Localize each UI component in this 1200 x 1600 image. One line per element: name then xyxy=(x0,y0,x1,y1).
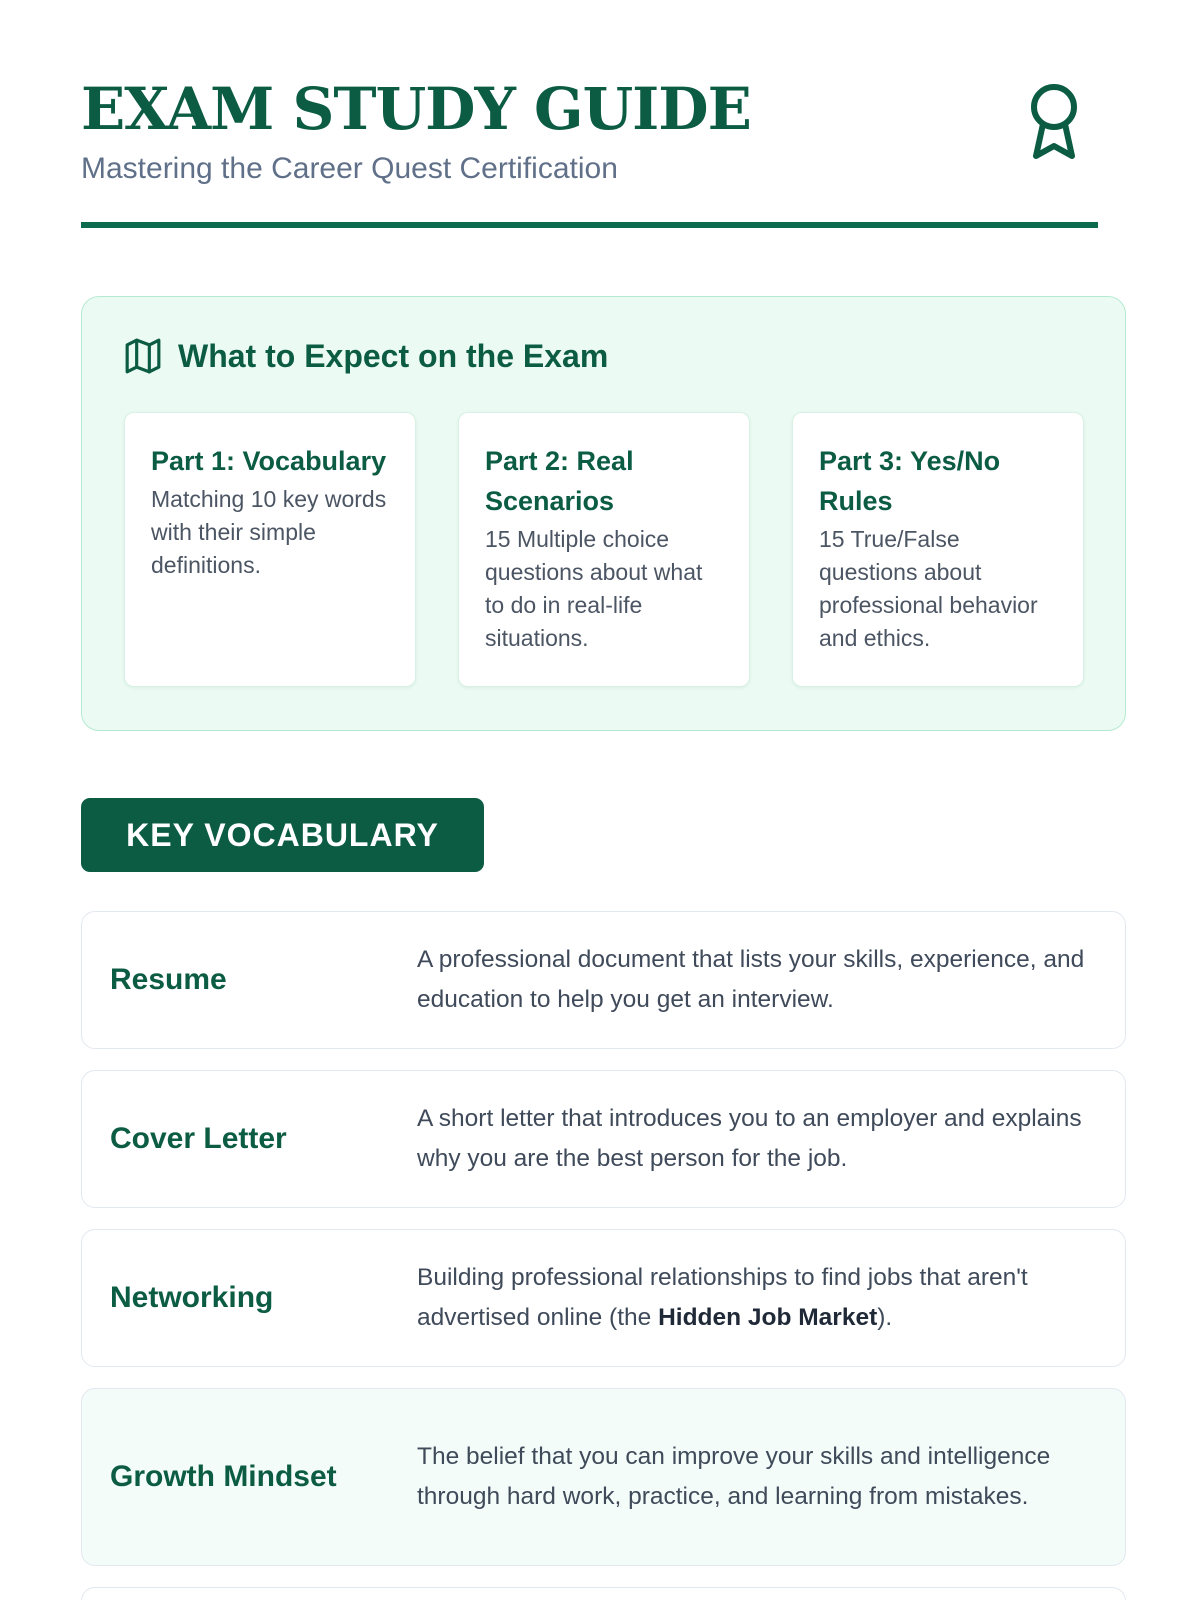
vocabulary-definition: A professional document that lists your skills, experience, and education to help you get an interview. xyxy=(417,946,1085,1013)
exam-part-title: Part 3: Yes/No Rules xyxy=(819,446,1001,516)
exam-part-card xyxy=(458,412,750,687)
vocabulary-heading: KEY VOCABULARY xyxy=(81,798,484,872)
vocabulary-term: Cover Letter xyxy=(110,1122,287,1155)
vocabulary-item-partial xyxy=(81,1587,1126,1600)
definition-text: ). xyxy=(877,1304,893,1331)
exam-part-card xyxy=(124,412,416,687)
exam-overview-header xyxy=(124,337,608,375)
exam-part-description: 15 Multiple choice questions about what to do in real-life situations. xyxy=(485,526,703,651)
award-icon xyxy=(1026,82,1082,162)
vocabulary-definition xyxy=(417,1258,1097,1338)
vocabulary-item xyxy=(81,1070,1126,1208)
map-icon xyxy=(124,337,162,375)
definition-emphasis: Hidden Job Market xyxy=(658,1304,878,1331)
exam-overview-title: What to Expect on the Exam xyxy=(178,337,609,374)
exam-part-card xyxy=(792,412,1084,687)
exam-part-description: 15 True/False questions about professional behavior and ethics. xyxy=(819,526,1038,651)
page-subtitle: Mastering the Career Quest Certification xyxy=(81,152,618,185)
vocabulary-item xyxy=(81,1388,1126,1566)
vocabulary-list xyxy=(81,911,1126,1600)
vocabulary-definition: The belief that you can improve your skills and intelligence through hard work, practice, and learning from mistakes. xyxy=(417,1443,1051,1510)
exam-part-title: Part 1: Vocabulary xyxy=(151,446,387,476)
exam-part-description: Matching 10 key words with their simple definitions. xyxy=(151,486,387,578)
vocabulary-item xyxy=(81,1229,1126,1367)
vocabulary-term: Resume xyxy=(110,963,227,996)
definition-text: Building professional relationships to find jobs that aren't advertised online (the xyxy=(417,1264,1028,1331)
page-title: EXAM STUDY GUIDE xyxy=(81,75,751,143)
vocabulary-term: Networking xyxy=(110,1281,274,1314)
page-header xyxy=(81,0,1098,228)
vocabulary-definition: A short letter that introduces you to an employer and explains why you are the best person for the job. xyxy=(417,1105,1082,1172)
vocabulary-item xyxy=(81,911,1126,1049)
exam-part-title: Part 2: Real Scenarios xyxy=(485,446,634,516)
vocabulary-term: Growth Mindset xyxy=(110,1460,337,1493)
exam-parts xyxy=(124,412,1084,687)
exam-overview-section xyxy=(81,296,1126,731)
